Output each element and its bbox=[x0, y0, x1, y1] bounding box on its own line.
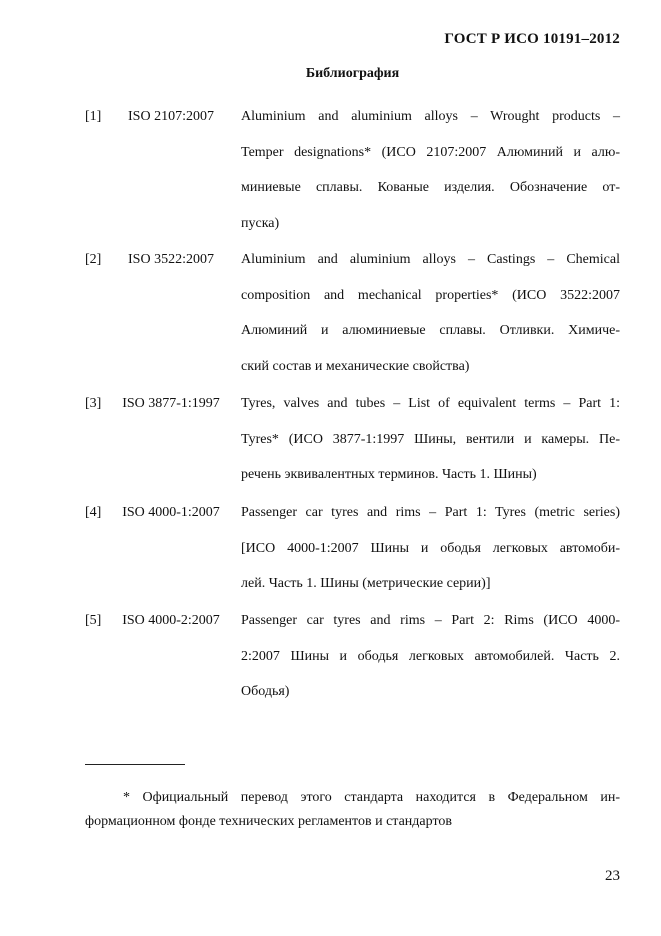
entry-number: [1] bbox=[85, 109, 102, 124]
footnote-divider bbox=[85, 764, 185, 765]
entry-description bbox=[241, 495, 620, 602]
footnote-line: * Официальный перевод этого стандарта находится в Федеральном ин- bbox=[123, 790, 620, 805]
entry-description bbox=[241, 242, 620, 384]
entry-standard-code: ISO 4000-2:2007 bbox=[122, 613, 220, 628]
entry-line: ский состав и механические свойства) bbox=[241, 358, 470, 374]
entry-standard-code: ISO 4000-1:2007 bbox=[122, 505, 220, 520]
entry-line: [ИСО 4000-1:2007 Шины и ободья легковых автомоби- bbox=[241, 540, 620, 556]
entry-line: composition and mechanical properties* (ИСО 3522:2007 bbox=[241, 287, 620, 303]
entry-line: Passenger car tyres and rims – Part 2: Rims (ИСО 4000- bbox=[241, 613, 620, 628]
entry-number: [2] bbox=[85, 252, 102, 267]
document-id-header: ГОСТ Р ИСО 10191–2012 bbox=[444, 31, 620, 47]
entry-line: Passenger car tyres and rims – Part 1: Tyres (metric series) bbox=[241, 505, 620, 520]
entry-line: речень эквивалентных терминов. Часть 1. Шины) bbox=[241, 467, 537, 482]
entry-description bbox=[241, 99, 620, 241]
entry-line: Алюминий и алюминиевые сплавы. Отливки. Химиче- bbox=[241, 323, 620, 338]
entry-standard-code: ISO 3877-1:1997 bbox=[122, 396, 220, 411]
entry-line: лей. Часть 1. Шины (метрические серии)] bbox=[241, 576, 491, 591]
entry-description bbox=[241, 603, 620, 710]
footnote bbox=[85, 786, 620, 834]
page-title: Библиография bbox=[305, 66, 400, 81]
entry-line: Aluminium and aluminium alloys – Castings – Chemical bbox=[241, 252, 620, 267]
entry-line: Aluminium and aluminium alloys – Wrought products – bbox=[241, 109, 620, 124]
entry-line: 2:2007 Шины и ободья легковых автомобилей. Часть 2. bbox=[241, 648, 620, 664]
entry-number: [4] bbox=[85, 505, 102, 520]
page-number: 23 bbox=[605, 868, 620, 884]
entry-standard-code: ISO 3522:2007 bbox=[128, 252, 214, 267]
entry-line: миниевые сплавы. Кованые изделия. Обозначение от- bbox=[241, 180, 620, 195]
entry-line: Tyres, valves and tubes – List of equivalent terms – Part 1: bbox=[241, 396, 620, 411]
entry-line: Ободья) bbox=[241, 684, 290, 699]
entry-line: Temper designations* (ИСО 2107:2007 Алюминий и алю- bbox=[241, 144, 620, 160]
entry-number: [5] bbox=[85, 613, 102, 628]
entry-number: [3] bbox=[85, 396, 102, 411]
entry-line: пуска) bbox=[241, 215, 280, 231]
footnote-line: формационном фонде технических регламентов и стандартов bbox=[85, 814, 452, 829]
entry-line: Tyres* (ИСО 3877-1:1997 Шины, вентили и камеры. Пе- bbox=[241, 431, 620, 447]
entry-standard-code: ISO 2107:2007 bbox=[128, 109, 214, 124]
entry-description bbox=[241, 386, 620, 493]
